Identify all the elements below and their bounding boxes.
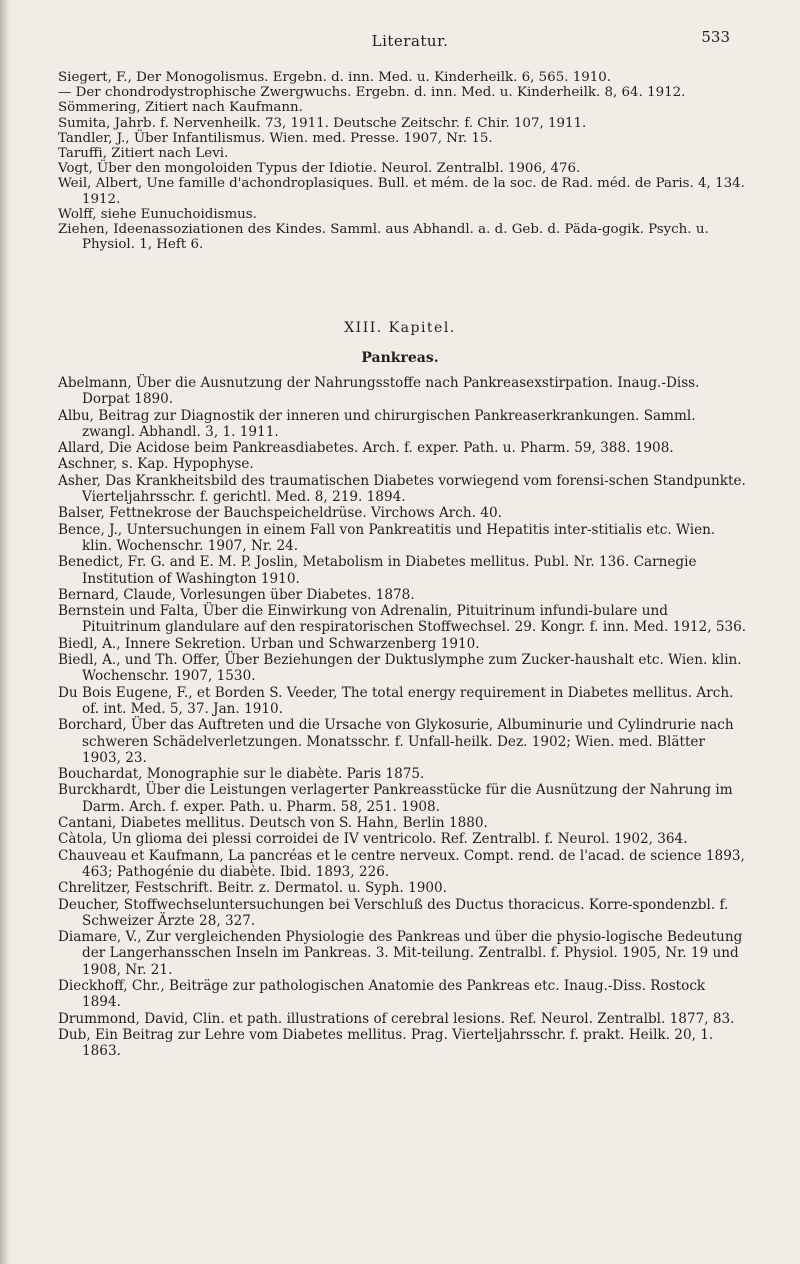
reference-entry: Càtola, Un glioma dei plessi corroidei de IV ventricolo. Ref. Zentralbl. f. Neurol. 1902, 364. <box>58 831 688 848</box>
reference-entry: Sumita, Jahrb. f. Nervenheilk. 73, 1911. Deutsche Zeitschr. f. Chir. 107, 1911. <box>58 115 587 131</box>
reference-entry: Weil, Albert, Une famille d'achondroplasiques. Bull. et mém. de la soc. de Rad. méd. de Paris. 4, 134. 1912. <box>58 176 745 207</box>
page-edge-shadow <box>0 0 10 1264</box>
reference-entry: Dub, Ein Beitrag zur Lehre vom Diabetes mellitus. Prag. Vierteljahrsschr. f. prakt. Heilk. 20, 1. 1863. <box>58 1026 714 1060</box>
section-heading: Pankreas. <box>361 350 439 366</box>
reference-entry: Allard, Die Acidose beim Pankreasdiabetes. Arch. f. exper. Path. u. Pharm. 59, 388. 1908. <box>58 440 674 457</box>
running-head-title: Literatur. <box>371 32 449 50</box>
reference-entry: Burckhardt, Über die Leistungen verlagerter Pankreasstücke für die Ausnützung der Nahrung im Darm. Arch. f. exper. Path. u. Pharm. 58, 251. 1908. <box>58 782 733 815</box>
reference-entry: Chauveau et Kaufmann, La pancréas et le centre nerveux. Compt. rend. de l'acad. de science 1893, 463; Pathogénie du diabète. Ibid. 1893, 226. <box>58 847 745 880</box>
reference-entry: Du Bois Eugene, F., et Borden S. Veeder, The total energy requirement in Diabetes mellitus. Arch. of. int. Med. 5, 37. Jan. 1910. <box>58 684 734 717</box>
reference-entry: Biedl, A., Innere Sekretion. Urban und Schwarzenberg 1910. <box>58 635 480 652</box>
reference-entry: Abelmann, Über die Ausnutzung der Nahrungsstoffe nach Pankreasexstirpation. Inaug.-Diss. Dorpat 1890. <box>58 375 700 408</box>
reference-entry: Albu, Beitrag zur Diagnostik der inneren und chirurgischen Pankreaserkrankungen. Samml. zwangl. Abhandl. 3, 1. 1911. <box>58 407 696 440</box>
reference-entry: Sömmering, Zitiert nach Kaufmann. <box>58 100 303 116</box>
reference-entry: Wolff, siehe Eunuchoidismus. <box>58 206 257 222</box>
reference-entry: Bernard, Claude, Vorlesungen über Diabetes. 1878. <box>58 586 415 603</box>
reference-entry: Bence, J., Untersuchungen in einem Fall von Pankreatitis und Hepatitis inter-stitialis etc. Wien. klin. Wochenschr. 1907, Nr. 24. <box>58 521 716 554</box>
reference-entry: Dieckhoff, Chr., Beiträge zur pathologischen Anatomie des Pankreas etc. Inaug.-Diss. Rostock 1894. <box>58 977 706 1011</box>
reference-entry: Taruffi, Zitiert nach Levi. <box>58 146 229 162</box>
reference-entry: Drummond, David, Clin. et path. illustrations of cerebral lesions. Ref. Neurol. Zentralbl. 1877, 83. <box>58 1010 735 1027</box>
reference-entry: Biedl, A., und Th. Offer, Über Beziehungen der Duktuslymphe zum Zucker-haushalt etc. Wien. klin. Wochenschr. 1907, 1530. <box>58 652 742 685</box>
reference-entry: Diamare, V., Zur vergleichenden Physiologie des Pankreas und über die physio-logische Bedeutung der Langerhansschen Inseln im Pankreas. 3. Mit-teilung. Zentralbl. f. Physiol. 1905, Nr. 19 und 1908, Nr. 21. <box>58 929 743 978</box>
reference-entry: Bernstein und Falta, Über die Einwirkung von Adrenalin, Pituitrinum infundi-bulare und Pituitrinum glandulare auf den respiratorischen Stoffwechsel. 29. Kongr. f. inn. Med. 1912, 536. <box>58 603 747 636</box>
reference-entry: Cantani, Diabetes mellitus. Deutsch von S. Hahn, Berlin 1880. <box>58 815 488 832</box>
reference-entry: Balser, Fettnekrose der Bauchspeicheldrüse. Virchows Arch. 40. <box>58 505 502 522</box>
reference-entry: Borchard, Über das Auftreten und die Ursache von Glykosurie, Albuminurie und Cylindrurie nach schweren Schädelverletzungen. Monatsschr. f. Unfall-heilk. Dez. 1902; Wien. med. Blätter 1903, 23. <box>58 717 734 766</box>
chapter-heading: XIII. Kapitel. <box>344 320 456 336</box>
page-number: 533 <box>701 28 730 46</box>
reference-entry: Deucher, Stoffwechseluntersuchungen bei Verschluß des Ductus thoracicus. Korre-spondenzbl. f. Schweizer Ärzte 28, 327. <box>58 896 729 929</box>
reference-entry: Asher, Das Krankheitsbild des traumatischen Diabetes vorwiegend vom forensi-schen Standpunkte. Vierteljahrsschr. f. gerichtl. Med. 8, 219. 1894. <box>58 472 746 506</box>
reference-entry: Benedict, Fr. G. and E. M. P. Joslin, Metabolism in Diabetes mellitus. Publ. Nr. 136. Carnegie Institution of Washington 1910. <box>58 554 697 587</box>
reference-entry: Aschner, s. Kap. Hypophyse. <box>58 456 254 473</box>
reference-entry: Tandler, J., Über Infantilismus. Wien. med. Presse. 1907, Nr. 15. <box>58 130 493 146</box>
reference-entry: Vogt, Über den mongoloiden Typus der Idiotie. Neurol. Zentralbl. 1906, 476. <box>58 161 581 177</box>
pankreas-references <box>58 375 748 1059</box>
reference-entry: — Der chondrodystrophische Zwergwuchs. Ergebn. d. inn. Med. u. Kinderheilk. 8, 64. 1912. <box>58 85 686 101</box>
reference-entry: Chrelitzer, Festschrift. Beitr. z. Dermatol. u. Syph. 1900. <box>58 880 447 897</box>
reference-entry: Siegert, F., Der Monogolismus. Ergebn. d. inn. Med. u. Kinderheilk. 6, 565. 1910. <box>58 70 612 85</box>
running-head <box>0 10 800 54</box>
previous-chapter-references <box>58 70 748 252</box>
reference-entry: Bouchardat, Monographie sur le diabète. Paris 1875. <box>58 766 425 783</box>
reference-entry: Ziehen, Ideenassoziationen des Kindes. Samml. aus Abhandl. a. d. Geb. d. Päda-gogik. Psych. u. Physiol. 1, Heft 6. <box>58 222 709 253</box>
